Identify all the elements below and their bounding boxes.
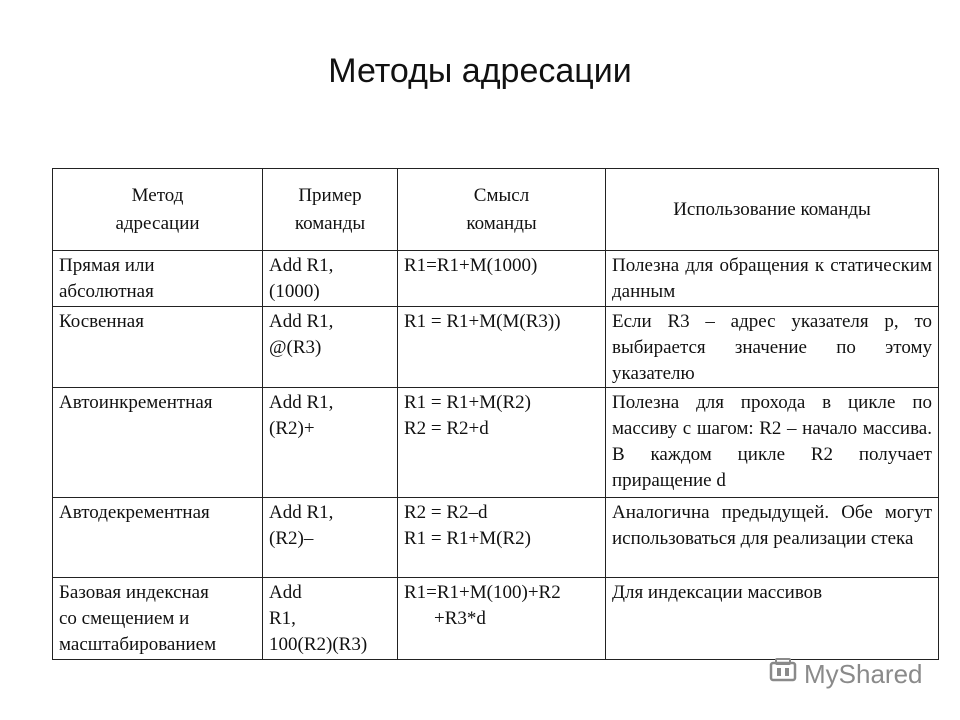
table-row	[53, 498, 939, 578]
table-row	[53, 578, 939, 660]
table-row	[53, 388, 939, 498]
method-cell: Базовая индексная со смещением и масштабированием	[53, 578, 263, 660]
header-meaning: Смысл команды	[398, 169, 606, 251]
meaning-cell: R1=R1+M(100)+R2 +R3*d	[398, 578, 606, 660]
myshared-watermark	[768, 656, 923, 692]
usage-cell: Если R3 – адрес указателя p, то выбирается значение по этому указателю	[606, 307, 939, 388]
watermark-text: MyShared	[804, 658, 923, 689]
meaning-cell: R1 = R1+M(R2) R2 = R2+d	[398, 388, 606, 498]
header-usage: Использование команды	[606, 169, 939, 251]
usage-cell: Аналогична предыдущей. Обе могут использоваться для реализации стека	[606, 498, 939, 578]
page-title: Методы адресации	[328, 52, 632, 90]
table-header-row	[53, 169, 939, 251]
usage-cell: Полезна для прохода в цикле по массиву с шагом: R2 – начало массива. В каждом цикле R2 получает приращение d	[606, 388, 939, 498]
table-row	[53, 307, 939, 388]
example-cell: Add R1, (1000)	[263, 251, 398, 307]
example-cell: Add R1, 100(R2)(R3)	[263, 578, 398, 660]
example-cell: Add R1, (R2)+	[263, 388, 398, 498]
myshared-logo-icon	[768, 656, 798, 693]
table-row	[53, 251, 939, 307]
meaning-cell: R1=R1+M(1000)	[398, 251, 606, 307]
usage-cell: Для индексации массивов	[606, 578, 939, 660]
example-cell: Add R1, @(R3)	[263, 307, 398, 388]
method-cell: Автоинкрементная	[53, 388, 263, 498]
meaning-cell: R2 = R2–d R1 = R1+M(R2)	[398, 498, 606, 578]
usage-cell: Полезна для обращения к статическим данным	[606, 251, 939, 307]
method-cell: Прямая или абсолютная	[53, 251, 263, 307]
example-cell: Add R1, (R2)–	[263, 498, 398, 578]
meaning-cell: R1 = R1+M(M(R3))	[398, 307, 606, 388]
addressing-methods-table	[52, 168, 939, 660]
header-example: Пример команды	[263, 169, 398, 251]
header-method: Метод адресации	[53, 169, 263, 251]
method-cell: Автодекрементная	[53, 498, 263, 578]
method-cell: Косвенная	[53, 307, 263, 388]
